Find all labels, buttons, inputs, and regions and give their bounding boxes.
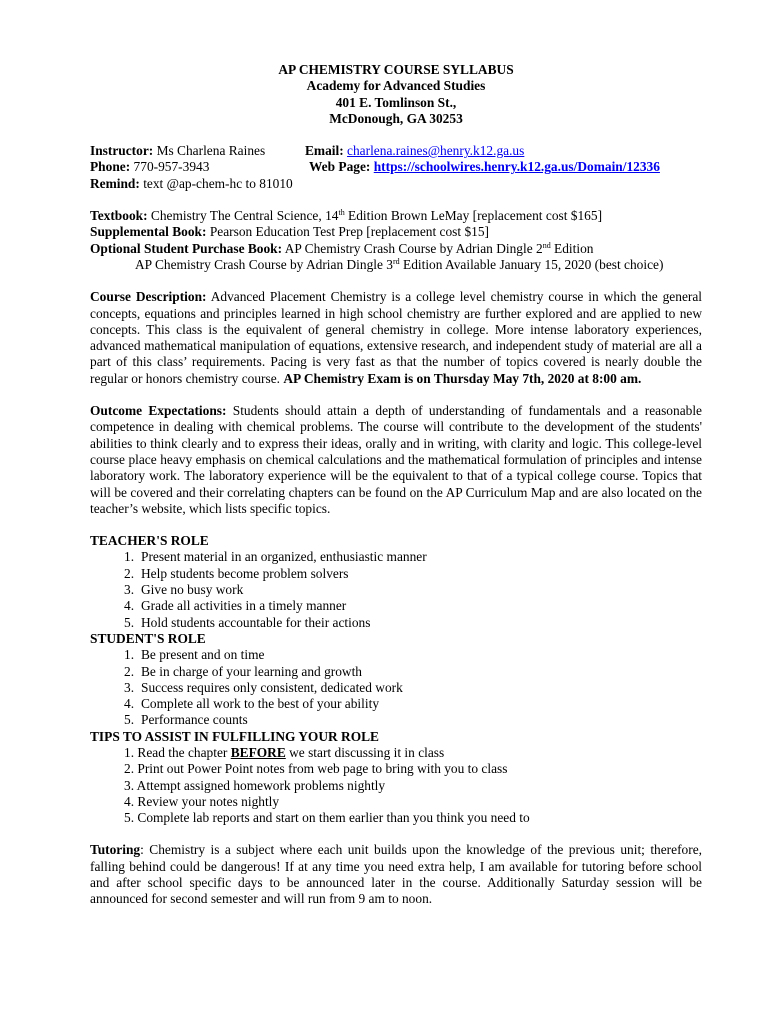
school-street: 401 E. Tomlinson St., (335, 94, 457, 110)
tutoring-paragraph (90, 842, 702, 907)
spacer (90, 826, 702, 842)
syllabus-content (90, 62, 702, 908)
list-item: 1. Present material in an organized, enthusiastic manner (124, 549, 427, 565)
optional-book-line-2 (90, 257, 702, 273)
tutoring-text: : Chemistry is a subject where each unit builds upon the knowledge of the previous unit; therefore, falling behind could be dangerous! If at any time you need extra help, I am available for tutoring before school and after school specific days to be announced later in the course. Additionally Saturday session will be announced for second semester and will run from 9 am to noon. (90, 842, 702, 907)
list-item: 5. Hold students accountable for their actions (124, 614, 371, 630)
supplemental-title: Pearson Education Test Prep [replacement cost $15] (209, 224, 490, 240)
course-description-text: Advanced Placement Chemistry is a college level chemistry course in which the general concepts, equations and principles learned in high school chemistry are further explored and are applied to new concepts. This class is the equivalent of general chemistry in college. More intense laboratory experiences, advanced mathematical manipulation of equations, extensive research, and independent study of material are all a part of this class’ requirements. Pacing is very fast as that the number of topics covered is nearly double the regular or honors chemistry course. (90, 289, 703, 386)
webpage-link[interactable]: https://schoolwires.henry.k12.ga.us/Domain/12336 (373, 159, 660, 175)
spacer (90, 517, 702, 533)
email-label: Email: (305, 143, 344, 159)
course-description-label: Course Description: (90, 289, 207, 305)
list-item: 2. Help students become problem solvers (124, 565, 349, 581)
list-item: 1. Read the chapter BEFORE we start discussing it in class (124, 744, 445, 760)
email-link[interactable]: charlena.raines@henry.k12.ga.us (347, 143, 525, 159)
list-item: 4. Grade all activities in a timely manner (124, 598, 347, 614)
optional-title-2: AP Chemistry Crash Course by Adrian Dingle 3rd Edition Available January 15, 2020 (best choice) (135, 256, 664, 272)
school-city: McDonough, GA 30253 (329, 110, 463, 126)
textbook-line (90, 208, 702, 224)
list-item: 3. Success requires only consistent, dedicated work (124, 679, 403, 695)
teacher-role-heading: TEACHER'S ROLE (90, 533, 209, 549)
list-item: 5. Complete lab reports and start on them earlier than you think you need to (124, 810, 530, 826)
textbook-title: Chemistry The Central Science, 14th Edition Brown LeMay [replacement cost $165] (150, 208, 603, 224)
remind-value: text @ap-chem-hc to 81010 (143, 175, 293, 191)
list-item: 3. Give no busy work (124, 582, 244, 598)
tips-heading: TIPS TO ASSIST IN FULFILLING YOUR ROLE (90, 728, 379, 744)
list-item: 4. Complete all work to the best of your ability (124, 696, 380, 712)
supplemental-book-line (90, 224, 702, 240)
supplemental-label: Supplemental Book: (90, 224, 207, 240)
spacer (90, 273, 702, 289)
optional-title: AP Chemistry Crash Course by Adrian Dingle 2nd Edition (284, 240, 594, 256)
spacer (90, 192, 702, 208)
list-item: 2. Print out Power Point notes from web page to bring with you to class (124, 761, 508, 777)
list-item: 2. Be in charge of your learning and growth (124, 663, 363, 679)
list-item: 5. Performance counts (124, 712, 248, 728)
phone-number: 770-957-3943 (133, 159, 210, 175)
instructor-name: Ms Charlena Raines (156, 143, 266, 159)
outcome-expectations (90, 403, 702, 517)
tutoring-label: Tutoring (90, 842, 141, 858)
optional-book-line (90, 241, 702, 257)
remind-label: Remind: (90, 175, 140, 191)
document-title: AP CHEMISTRY COURSE SYLLABUS (278, 62, 514, 77)
exam-date: AP Chemistry Exam is on Thursday May 7th, 2020 at 8:00 am. (283, 370, 642, 386)
school-name: Academy for Advanced Studies (306, 78, 486, 94)
contact-row-phone (90, 159, 702, 175)
instructor-label: Instructor: (90, 143, 154, 159)
teacher-role-list (90, 549, 702, 630)
spacer (90, 387, 702, 403)
spacer (90, 127, 702, 143)
before-emphasis: BEFORE (230, 744, 286, 760)
student-role-list (90, 647, 702, 728)
student-role-heading: STUDENT'S ROLE (90, 630, 206, 646)
list-item: 4. Review your notes nightly (124, 793, 280, 809)
list-item: 3. Attempt assigned homework problems nightly (124, 777, 386, 793)
outcome-text: Students should attain a depth of understanding of fundamentals and a reasonable competence in dealing with chemical problems. The course will contribute to the development of the students' abilities to think clearly and to express their ideas, orally and in writing, with clarity and logic. This college-level course place heavy emphasis on chemical calculations and the mathematical formulation of principles and intense laboratory work. The laboratory experience will be the equivalent to that of a typical college course. Topics that will be covered and their correlating chapters can be found on the AP Curriculum Map and are also located on the teacher’s website, which lists specific topics. (90, 403, 702, 516)
textbook-label: Textbook: (90, 208, 148, 224)
list-item: 1. Be present and on time (124, 647, 265, 663)
optional-label: Optional Student Purchase Book: (90, 240, 283, 256)
contact-row-instructor (90, 143, 702, 159)
webpage-label: Web Page: (309, 159, 371, 175)
course-description (90, 289, 702, 387)
phone-label: Phone: (90, 159, 131, 175)
outcome-label: Outcome Expectations: (90, 403, 227, 419)
contact-row-remind (90, 176, 702, 192)
tips-list (90, 745, 702, 826)
